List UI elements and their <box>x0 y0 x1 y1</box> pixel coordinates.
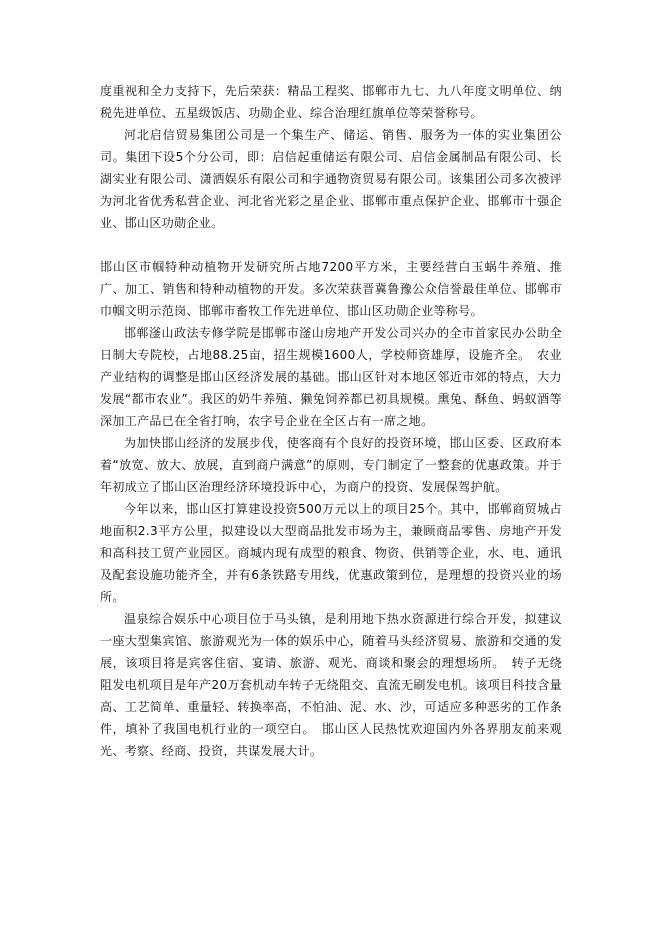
paragraph-investment-policy: 为加快邯山经济的发展步伐，使客商有个良好的投资环境，邯山区委、区政府本着“放宽、放大、放展，直到商户满意”的原则，专门制定了一整套的优惠政策。并于年初成立了邯山区治理经济环境投诉中心，为商户的投资、发展保驾护航。 <box>100 436 562 494</box>
paragraph-spacer <box>100 234 562 256</box>
paragraph-research-institute: 邯山区市帼特种动植物开发研究所占地7200平方米，主要经营白玉蜗牛养殖、推广、加工、销售和特种动植物的开发。多次荣获晋冀鲁豫公众信誉最佳单位、邯郸市巾帼文明示范岗、邯郸市畜牧工作先进单位、邯山区功勋企业等称号。 <box>100 260 562 318</box>
paragraph-qixin-group: 河北启信贸易集团公司是一个集生产、储运、销售、服务为一体的实业集团公司。集团下设5个分公司，即：启信起重储运有限公司、启信金属制品有限公司、长湖实业有限公司、潇洒娱乐有限公司和宇通物资贸易有限公司。该集团公司多次被评为河北省优秀私营企业、河北省光彩之星企业、邯郸市重点保护企业、邯郸市十强企业、邯山区功勋企业。 <box>100 128 562 230</box>
document-body <box>100 80 562 762</box>
paragraph-fushan-college: 邯郸滏山政法专修学院是邯郸市滏山房地产开发公司兴办的全市首家民办公助全日制大专院校，占地88.25亩，招生规模1600人，学校师资雄厚，设施齐全。 农业产业结构的调整是邯山区经济发展的基础。邯山区针对本地区邻近市郊的特点，大力发展“都市农业”。我区的奶牛养殖、獭兔饲养都已初具规模。熏兔、酥鱼、蚂蚁酒等深加工产品已在全省打响，农字号企业在全区占有一席之地。 <box>100 326 562 428</box>
paragraph-hot-spring-project: 温泉综合娱乐中心项目位于马头镇，是利用地下热水资源进行综合开发，拟建议一座大型集宾馆、旅游观光为一体的娱乐中心，随着马头经济贸易、旅游和交通的发展，该项目将是宾客住宿、宴请、旅游、观光、商谈和聚会的理想场所。 转子无绕阻发电机项目是年产20万套机动车转子无绕阻交、直流无刷发电机。该项目科技含量高、工艺简单、重量轻、转换率高，不怕油、泥、水、沙，可适应多种恶劣的工作条件，填补了我国电机行业的一项空白。 邯山区人民热忱欢迎国内外各界朋友前来观光、考察、经商、投资，共谋发展大计。 <box>100 612 562 758</box>
paragraph-projects: 今年以来，邯山区打算建设投资500万元以上的项目25个。其中，邯郸商贸城占地面积2.3平方公里，拟建设以大型商品批发市场为主，兼顾商品零售、房地产开发和高科技工贸产业园区。商城内现有成型的粮食、物资、供销等企业，水、电、通讯及配套设施功能齐全，并有6条铁路专用线，优惠政策到位，是理想的投资兴业的场所。 <box>100 502 562 604</box>
paragraph-awards-continuation: 度重视和全力支持下，先后荣获：精品工程奖、邯郸市九七、九八年度文明单位、纳税先进单位、五星级饭店、功勋企业、综合治理红旗单位等荣誉称号。 <box>100 84 562 120</box>
